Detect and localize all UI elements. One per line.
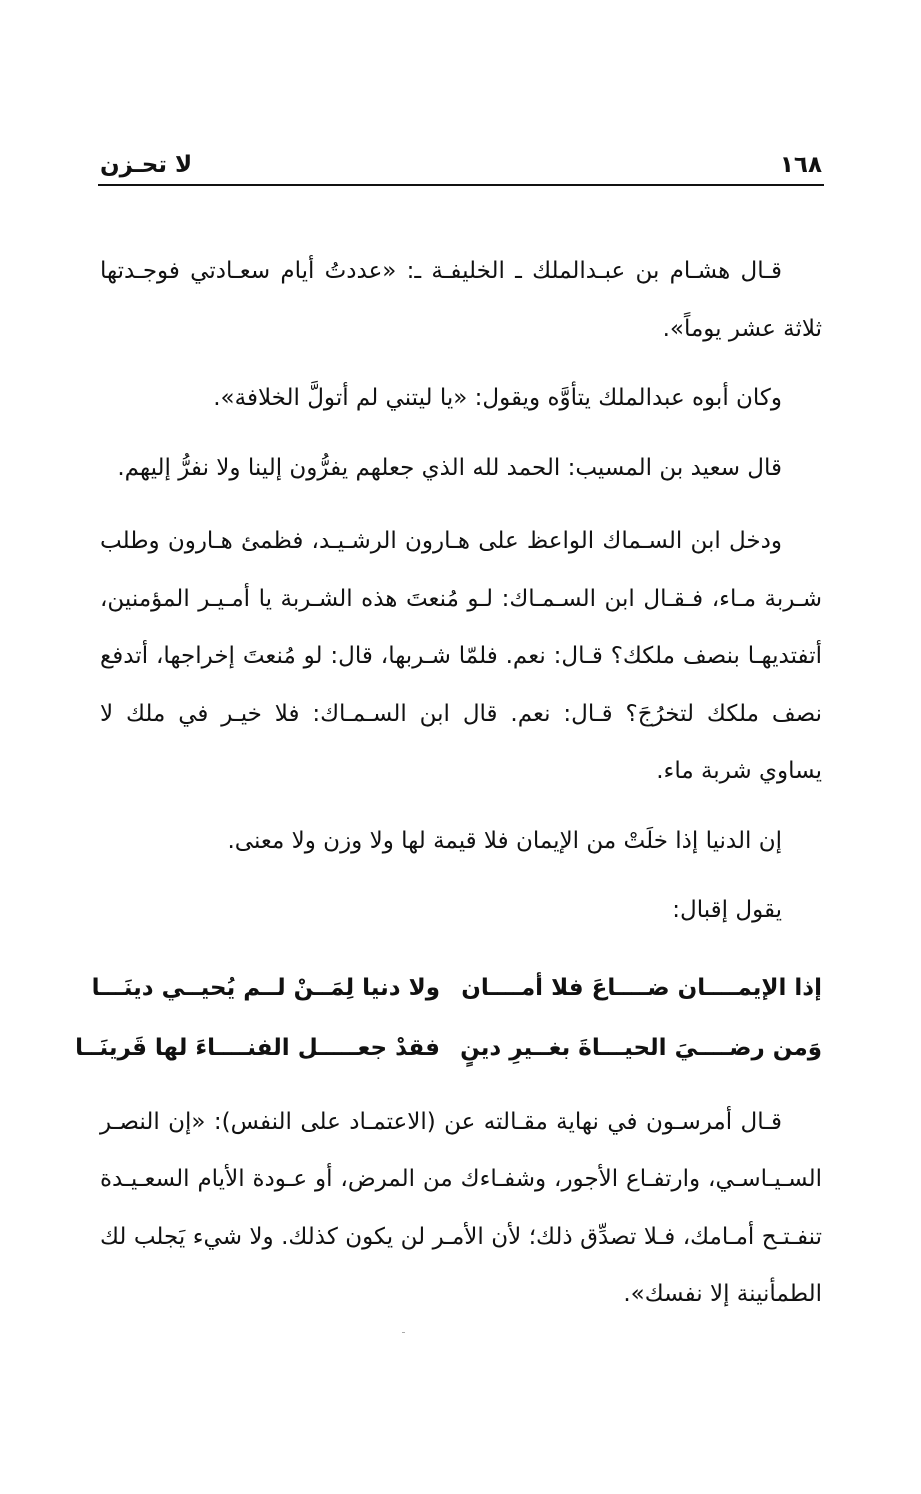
poem-verse	[75, 1018, 822, 1078]
verse-first-hemistich: وَمن رضــــيَ الحيـــاةَ بغــيرِ دينٍ	[460, 1034, 822, 1061]
page-body	[75, 243, 822, 1324]
verse-second-hemistich: ولا دنيا لِمَــنْ لــم يُحيــي دينَـــا	[91, 974, 440, 1001]
book-title: لا تحـزن	[100, 152, 193, 178]
header-divider	[98, 184, 824, 186]
verse-first-hemistich: إذا الإيمــــان ضــــاعَ فلا أمــــان	[461, 974, 822, 1001]
scan-speck	[402, 1332, 405, 1333]
page-number: ١٦٨	[779, 152, 822, 178]
poem-verse	[91, 958, 822, 1018]
paragraph-ibn-sammak: ودخل ابن السـماك الواعظ على هـارون الرشـيـد، فظمئ هـارون وطلب شـربة مـاء، فـقـال ابن السـمـاك: لـو مُنعتَ هذه الشـربة يا أمـيـر المؤمنين، أتفتديهـا بنصف ملكك؟ قـال: نعم. فلمّا شـربها، قال: لو مُنعتَ إخراجها، أتدفع نصف ملكك لتخرُجَ؟ قـال: نعم. قال ابن السـمـاك: فلا خيـر في ملك لا يساوي شربة ماء.	[100, 528, 822, 784]
paragraph-emerson: قـال أمرسـون في نهاية مقـالته عن (الاعتمـاد على النفس): «إن النصـر السـيـاسـي، وارتفـاع الأجور، وشفـاءك من المرض، أو عـودة الأيام السعـيـدة تنفـتـح أمـامك، فـلا تصدِّق ذلك؛ لأن الأمـر لن يكون كذلك. ولا شيء يَجلب لك الطمأنينة إلا نفسك».	[100, 1108, 822, 1307]
verse-second-hemistich: فقدْ جعـــــل الفنــــاءَ لها قَرينَــا	[75, 1034, 440, 1061]
paragraph-dunya: إن الدنيا إذا خلَتْ من الإيمان فلا قيمة لها ولا وزن ولا معنى.	[227, 827, 782, 854]
paragraph-abdulmalik: وكان أبوه عبدالملك يتأوَّه ويقول: «يا ليتني لم أتولَّ الخلافة».	[213, 385, 782, 411]
paragraph-hisham: قـال هشـام بن عبـدالملك ـ الخليفـة ـ: «عددتُ أيام سعـادتي فوجـدتها ثلاثة عشر يوماً».	[100, 258, 822, 342]
paragraph-iqbal-intro: يقول إقبال:	[672, 897, 782, 923]
poem	[75, 958, 822, 1078]
page-header	[100, 150, 822, 180]
paragraph-saeed: قال سعيد بن المسيب: الحمد لله الذي جعلهم يفرُّون إلينا ولا نفرُّ إليهم.	[117, 454, 782, 481]
